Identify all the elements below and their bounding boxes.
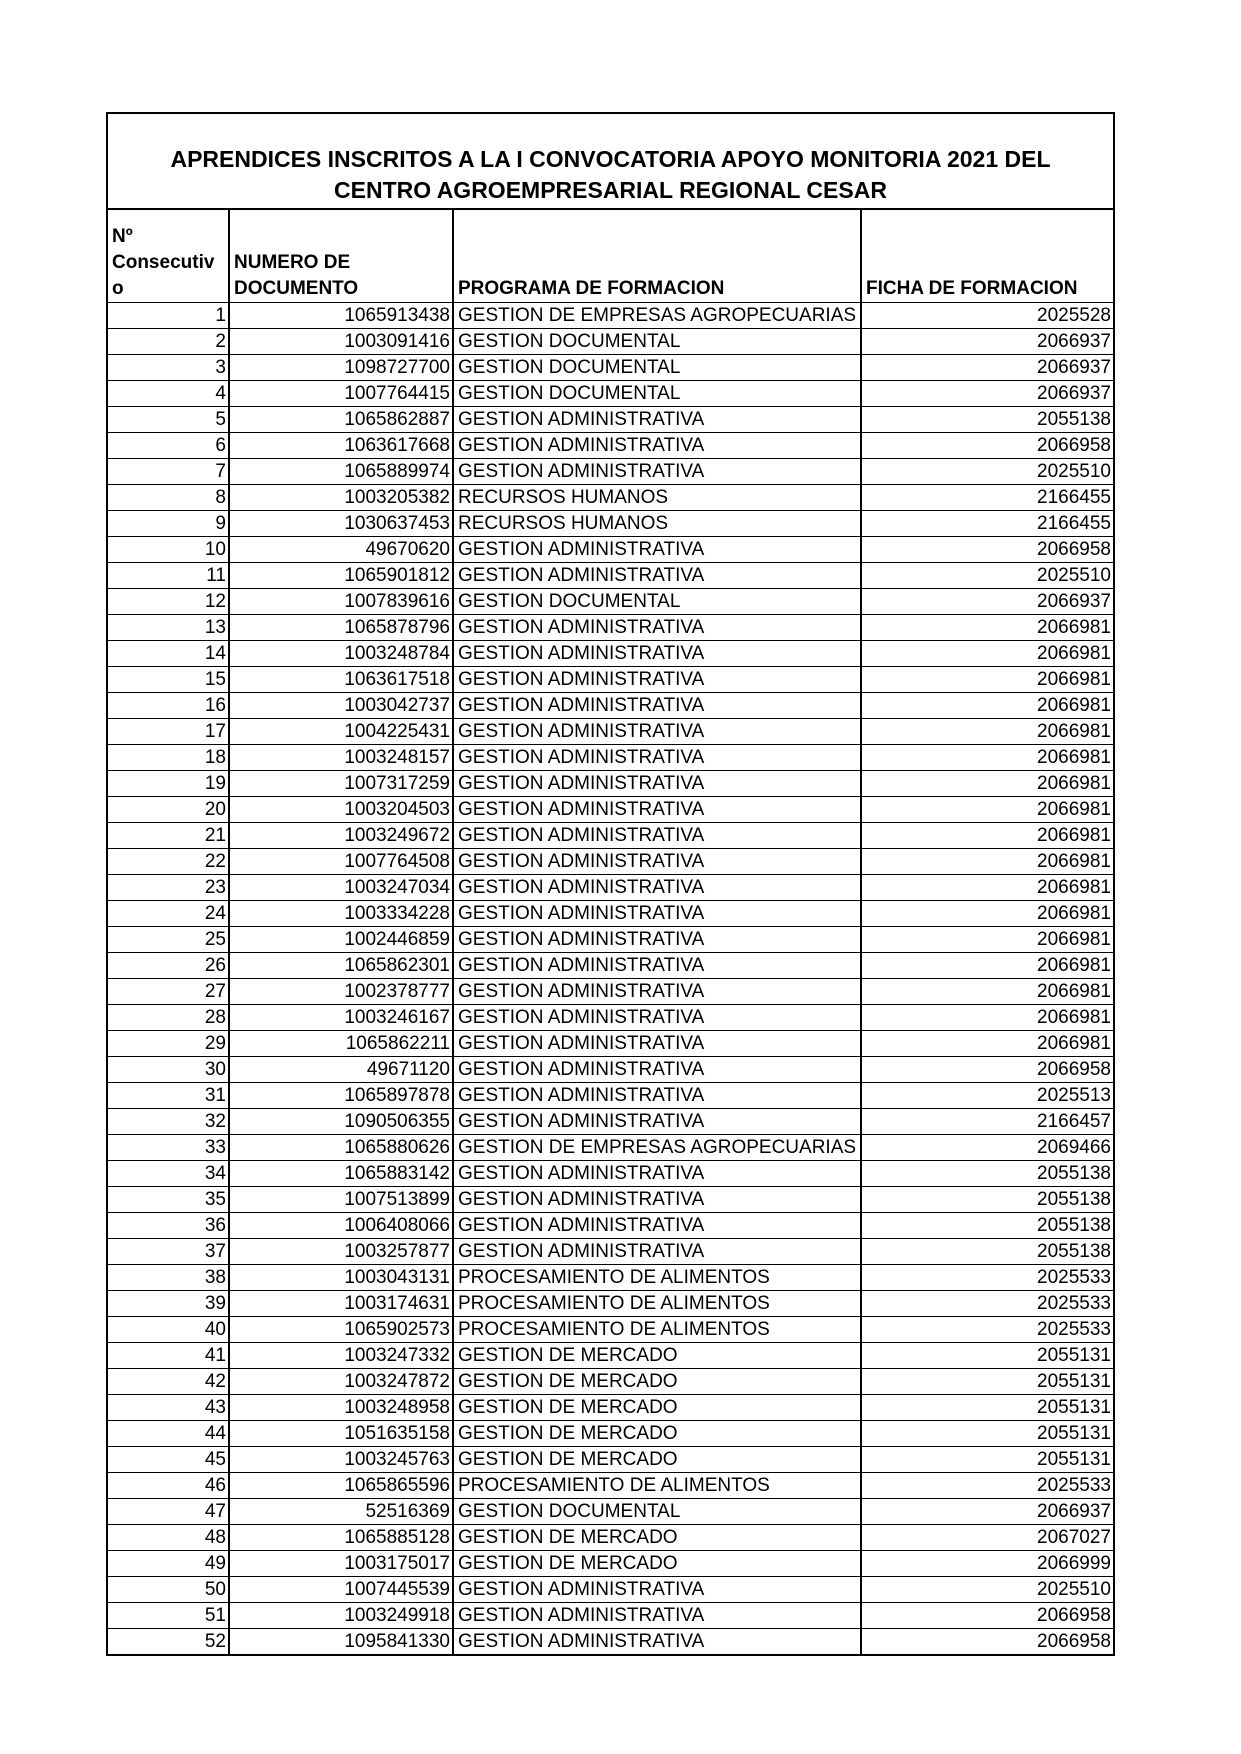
cell-ficha: 2055138 bbox=[861, 1213, 1113, 1239]
cell-programa: GESTION ADMINISTRATIVA bbox=[453, 1109, 861, 1135]
cell-programa: GESTION ADMINISTRATIVA bbox=[453, 979, 861, 1005]
table-row bbox=[108, 303, 1113, 329]
cell-consecutivo: 26 bbox=[108, 953, 229, 979]
cell-documento: 1003204503 bbox=[229, 797, 453, 823]
cell-programa: GESTION ADMINISTRATIVA bbox=[453, 1577, 861, 1603]
cell-programa: GESTION ADMINISTRATIVA bbox=[453, 1213, 861, 1239]
cell-documento: 1003248784 bbox=[229, 641, 453, 667]
cell-programa: GESTION DE MERCADO bbox=[453, 1551, 861, 1577]
cell-consecutivo: 25 bbox=[108, 927, 229, 953]
table-row bbox=[108, 355, 1113, 381]
cell-documento: 1003334228 bbox=[229, 901, 453, 927]
cell-documento: 1003174631 bbox=[229, 1291, 453, 1317]
cell-ficha: 2066999 bbox=[861, 1551, 1113, 1577]
cell-consecutivo: 19 bbox=[108, 771, 229, 797]
table-row bbox=[108, 1317, 1113, 1343]
table-row bbox=[108, 511, 1113, 537]
header-documento bbox=[229, 210, 453, 303]
cell-programa: GESTION DE MERCADO bbox=[453, 1343, 861, 1369]
cell-consecutivo: 8 bbox=[108, 485, 229, 511]
cell-programa: PROCESAMIENTO DE ALIMENTOS bbox=[453, 1265, 861, 1291]
cell-consecutivo: 20 bbox=[108, 797, 229, 823]
cell-consecutivo: 34 bbox=[108, 1161, 229, 1187]
cell-programa: GESTION DE MERCADO bbox=[453, 1395, 861, 1421]
cell-ficha: 2066958 bbox=[861, 1057, 1113, 1083]
cell-ficha: 2055138 bbox=[861, 1239, 1113, 1265]
header-ficha bbox=[861, 210, 1113, 303]
cell-ficha: 2025510 bbox=[861, 459, 1113, 485]
cell-consecutivo: 11 bbox=[108, 563, 229, 589]
table-row bbox=[108, 1343, 1113, 1369]
cell-ficha: 2066981 bbox=[861, 979, 1113, 1005]
cell-programa: GESTION ADMINISTRATIVA bbox=[453, 1629, 861, 1655]
table-row bbox=[108, 433, 1113, 459]
header-row bbox=[108, 210, 1113, 303]
cell-consecutivo: 41 bbox=[108, 1343, 229, 1369]
cell-programa: GESTION DE MERCADO bbox=[453, 1421, 861, 1447]
cell-documento: 1098727700 bbox=[229, 355, 453, 381]
table-row bbox=[108, 1499, 1113, 1525]
cell-consecutivo: 14 bbox=[108, 641, 229, 667]
table-row bbox=[108, 849, 1113, 875]
cell-ficha: 2055131 bbox=[861, 1447, 1113, 1473]
cell-consecutivo: 9 bbox=[108, 511, 229, 537]
table-row bbox=[108, 901, 1113, 927]
cell-documento: 1007317259 bbox=[229, 771, 453, 797]
table-row bbox=[108, 615, 1113, 641]
cell-documento: 1065880626 bbox=[229, 1135, 453, 1161]
title-line-2: CENTRO AGROEMPRESARIAL REGIONAL CESAR bbox=[334, 177, 887, 203]
cell-ficha: 2066958 bbox=[861, 433, 1113, 459]
cell-consecutivo: 24 bbox=[108, 901, 229, 927]
cell-ficha: 2066981 bbox=[861, 797, 1113, 823]
cell-programa: GESTION ADMINISTRATIVA bbox=[453, 1083, 861, 1109]
cell-consecutivo: 37 bbox=[108, 1239, 229, 1265]
cell-programa: GESTION ADMINISTRATIVA bbox=[453, 823, 861, 849]
table-row bbox=[108, 927, 1113, 953]
cell-consecutivo: 5 bbox=[108, 407, 229, 433]
cell-documento: 1065889974 bbox=[229, 459, 453, 485]
cell-ficha: 2055138 bbox=[861, 407, 1113, 433]
cell-consecutivo: 15 bbox=[108, 667, 229, 693]
table-row bbox=[108, 1109, 1113, 1135]
cell-consecutivo: 18 bbox=[108, 745, 229, 771]
cell-consecutivo: 27 bbox=[108, 979, 229, 1005]
cell-consecutivo: 39 bbox=[108, 1291, 229, 1317]
cell-documento: 1003246167 bbox=[229, 1005, 453, 1031]
cell-documento: 1002378777 bbox=[229, 979, 453, 1005]
cell-programa: PROCESAMIENTO DE ALIMENTOS bbox=[453, 1317, 861, 1343]
cell-documento: 1065902573 bbox=[229, 1317, 453, 1343]
header-consecutivo-line-2: Consecutiv bbox=[112, 252, 215, 273]
cell-ficha: 2066958 bbox=[861, 1603, 1113, 1629]
cell-consecutivo: 10 bbox=[108, 537, 229, 563]
document-title bbox=[108, 114, 1113, 210]
cell-programa: GESTION ADMINISTRATIVA bbox=[453, 641, 861, 667]
cell-programa: GESTION DOCUMENTAL bbox=[453, 329, 861, 355]
cell-documento: 49670620 bbox=[229, 537, 453, 563]
cell-programa: GESTION ADMINISTRATIVA bbox=[453, 407, 861, 433]
table-row bbox=[108, 745, 1113, 771]
cell-consecutivo: 43 bbox=[108, 1395, 229, 1421]
cell-documento: 1065883142 bbox=[229, 1161, 453, 1187]
cell-ficha: 2066937 bbox=[861, 1499, 1113, 1525]
cell-programa: GESTION DOCUMENTAL bbox=[453, 355, 861, 381]
cell-ficha: 2025533 bbox=[861, 1265, 1113, 1291]
cell-ficha: 2066981 bbox=[861, 615, 1113, 641]
table-row bbox=[108, 563, 1113, 589]
cell-documento: 1003247872 bbox=[229, 1369, 453, 1395]
cell-programa: GESTION ADMINISTRATIVA bbox=[453, 693, 861, 719]
cell-documento: 1003248157 bbox=[229, 745, 453, 771]
cell-documento: 1003247034 bbox=[229, 875, 453, 901]
table-row bbox=[108, 1577, 1113, 1603]
header-consecutivo-line-3: o bbox=[112, 278, 124, 299]
table-row bbox=[108, 589, 1113, 615]
cell-consecutivo: 30 bbox=[108, 1057, 229, 1083]
cell-documento: 1007839616 bbox=[229, 589, 453, 615]
cell-consecutivo: 2 bbox=[108, 329, 229, 355]
cell-programa: GESTION ADMINISTRATIVA bbox=[453, 1005, 861, 1031]
cell-programa: GESTION ADMINISTRATIVA bbox=[453, 563, 861, 589]
cell-consecutivo: 36 bbox=[108, 1213, 229, 1239]
cell-ficha: 2066958 bbox=[861, 537, 1113, 563]
table-row bbox=[108, 1031, 1113, 1057]
table-row bbox=[108, 979, 1113, 1005]
cell-programa: GESTION ADMINISTRATIVA bbox=[453, 615, 861, 641]
cell-programa: GESTION ADMINISTRATIVA bbox=[453, 1187, 861, 1213]
cell-consecutivo: 49 bbox=[108, 1551, 229, 1577]
cell-programa: GESTION DE EMPRESAS AGROPECUARIAS bbox=[453, 303, 861, 329]
cell-documento: 1095841330 bbox=[229, 1629, 453, 1655]
cell-ficha: 2066981 bbox=[861, 823, 1113, 849]
table-row bbox=[108, 485, 1113, 511]
table-row bbox=[108, 407, 1113, 433]
cell-documento: 1002446859 bbox=[229, 927, 453, 953]
cell-consecutivo: 16 bbox=[108, 693, 229, 719]
table-row bbox=[108, 1291, 1113, 1317]
cell-programa: RECURSOS HUMANOS bbox=[453, 511, 861, 537]
cell-programa: PROCESAMIENTO DE ALIMENTOS bbox=[453, 1473, 861, 1499]
cell-documento: 1065862211 bbox=[229, 1031, 453, 1057]
table-row bbox=[108, 329, 1113, 355]
cell-documento: 1003175017 bbox=[229, 1551, 453, 1577]
cell-documento: 1063617668 bbox=[229, 433, 453, 459]
cell-consecutivo: 28 bbox=[108, 1005, 229, 1031]
table-row bbox=[108, 1239, 1113, 1265]
table-row bbox=[108, 719, 1113, 745]
table-row bbox=[108, 771, 1113, 797]
cell-consecutivo: 21 bbox=[108, 823, 229, 849]
cell-documento: 1003249918 bbox=[229, 1603, 453, 1629]
table-row bbox=[108, 1421, 1113, 1447]
cell-ficha: 2055131 bbox=[861, 1395, 1113, 1421]
cell-ficha: 2166455 bbox=[861, 511, 1113, 537]
header-consecutivo bbox=[108, 210, 229, 303]
cell-programa: GESTION ADMINISTRATIVA bbox=[453, 1603, 861, 1629]
cell-ficha: 2066981 bbox=[861, 667, 1113, 693]
cell-programa: GESTION ADMINISTRATIVA bbox=[453, 1161, 861, 1187]
cell-ficha: 2025533 bbox=[861, 1291, 1113, 1317]
cell-documento: 1007445539 bbox=[229, 1577, 453, 1603]
cell-documento: 49671120 bbox=[229, 1057, 453, 1083]
table-row bbox=[108, 693, 1113, 719]
header-ficha-label: FICHA DE FORMACION bbox=[866, 278, 1078, 299]
cell-consecutivo: 12 bbox=[108, 589, 229, 615]
cell-ficha: 2066981 bbox=[861, 927, 1113, 953]
table-row bbox=[108, 1135, 1113, 1161]
cell-programa: RECURSOS HUMANOS bbox=[453, 485, 861, 511]
cell-consecutivo: 6 bbox=[108, 433, 229, 459]
cell-ficha: 2066937 bbox=[861, 589, 1113, 615]
table-row bbox=[108, 1083, 1113, 1109]
cell-ficha: 2055131 bbox=[861, 1421, 1113, 1447]
table-row bbox=[108, 953, 1113, 979]
cell-programa: GESTION ADMINISTRATIVA bbox=[453, 667, 861, 693]
cell-programa: GESTION ADMINISTRATIVA bbox=[453, 1057, 861, 1083]
cell-consecutivo: 48 bbox=[108, 1525, 229, 1551]
cell-programa: GESTION ADMINISTRATIVA bbox=[453, 849, 861, 875]
table-row bbox=[108, 1525, 1113, 1551]
cell-programa: GESTION DE MERCADO bbox=[453, 1369, 861, 1395]
cell-documento: 1065862887 bbox=[229, 407, 453, 433]
cell-consecutivo: 44 bbox=[108, 1421, 229, 1447]
table-row bbox=[108, 1187, 1113, 1213]
cell-programa: GESTION ADMINISTRATIVA bbox=[453, 771, 861, 797]
table-row bbox=[108, 875, 1113, 901]
cell-documento: 1003257877 bbox=[229, 1239, 453, 1265]
table-row bbox=[108, 381, 1113, 407]
cell-documento: 1003247332 bbox=[229, 1343, 453, 1369]
table-row bbox=[108, 537, 1113, 563]
table-row bbox=[108, 1265, 1113, 1291]
cell-ficha: 2055131 bbox=[861, 1343, 1113, 1369]
cell-ficha: 2066981 bbox=[861, 849, 1113, 875]
cell-consecutivo: 45 bbox=[108, 1447, 229, 1473]
table-row bbox=[108, 823, 1113, 849]
spreadsheet-table bbox=[106, 112, 1115, 1656]
cell-programa: GESTION ADMINISTRATIVA bbox=[453, 1031, 861, 1057]
table-row bbox=[108, 1213, 1113, 1239]
cell-ficha: 2025513 bbox=[861, 1083, 1113, 1109]
cell-ficha: 2066937 bbox=[861, 381, 1113, 407]
cell-ficha: 2069466 bbox=[861, 1135, 1113, 1161]
cell-documento: 1006408066 bbox=[229, 1213, 453, 1239]
cell-consecutivo: 52 bbox=[204, 1631, 226, 1652]
cell-consecutivo: 33 bbox=[108, 1135, 229, 1161]
header-documento-line-1: NUMERO DE bbox=[234, 252, 351, 273]
cell-documento: 1065897878 bbox=[229, 1083, 453, 1109]
cell-ficha: 2066958 bbox=[861, 1629, 1113, 1655]
cell-consecutivo: 22 bbox=[108, 849, 229, 875]
header-programa-label: PROGRAMA DE FORMACION bbox=[458, 278, 725, 299]
cell-ficha: 2025528 bbox=[861, 303, 1113, 329]
cell-consecutivo: 13 bbox=[108, 615, 229, 641]
cell-documento: 1065878796 bbox=[229, 615, 453, 641]
table-row bbox=[108, 1629, 1113, 1655]
table-row bbox=[108, 459, 1113, 485]
cell-consecutivo: 42 bbox=[108, 1369, 229, 1395]
cell-ficha: 2166457 bbox=[861, 1109, 1113, 1135]
cell-ficha: 2066981 bbox=[861, 745, 1113, 771]
header-consecutivo-line-1: Nº bbox=[112, 226, 133, 247]
cell-ficha: 2067027 bbox=[861, 1525, 1113, 1551]
cell-documento: 1065913438 bbox=[229, 303, 453, 329]
cell-documento: 1007513899 bbox=[229, 1187, 453, 1213]
cell-programa: GESTION DOCUMENTAL bbox=[453, 381, 861, 407]
cell-programa: GESTION ADMINISTRATIVA bbox=[453, 433, 861, 459]
cell-documento: 1090506355 bbox=[229, 1109, 453, 1135]
header-programa bbox=[453, 210, 861, 303]
cell-programa: GESTION DOCUMENTAL bbox=[453, 589, 861, 615]
cell-ficha: 2025533 bbox=[861, 1317, 1113, 1343]
header-documento-line-2: DOCUMENTO bbox=[234, 278, 359, 299]
cell-consecutivo: 17 bbox=[108, 719, 229, 745]
table-row bbox=[108, 797, 1113, 823]
cell-ficha: 2055138 bbox=[861, 1161, 1113, 1187]
cell-programa: PROCESAMIENTO DE ALIMENTOS bbox=[453, 1291, 861, 1317]
cell-ficha: 2066981 bbox=[861, 1031, 1113, 1057]
cell-consecutivo: 1 bbox=[108, 303, 229, 329]
cell-documento: 1063617518 bbox=[229, 667, 453, 693]
cell-programa: GESTION DE MERCADO bbox=[453, 1525, 861, 1551]
cell-documento: 1003043131 bbox=[229, 1265, 453, 1291]
cell-programa: GESTION ADMINISTRATIVA bbox=[453, 953, 861, 979]
cell-programa: GESTION DE MERCADO bbox=[453, 1447, 861, 1473]
cell-documento: 1003248958 bbox=[229, 1395, 453, 1421]
cell-consecutivo: 35 bbox=[108, 1187, 229, 1213]
apprentices-table bbox=[108, 210, 1113, 1654]
cell-programa: GESTION DOCUMENTAL bbox=[453, 1499, 861, 1525]
table-row bbox=[108, 641, 1113, 667]
table-row bbox=[108, 667, 1113, 693]
cell-documento: 1003245763 bbox=[229, 1447, 453, 1473]
table-row bbox=[108, 1161, 1113, 1187]
cell-documento: 1030637453 bbox=[229, 511, 453, 537]
cell-ficha: 2066981 bbox=[861, 693, 1113, 719]
cell-documento: 52516369 bbox=[229, 1499, 453, 1525]
cell-documento: 1003249672 bbox=[229, 823, 453, 849]
cell-documento: 1007764415 bbox=[229, 381, 453, 407]
cell-ficha: 2055131 bbox=[861, 1369, 1113, 1395]
cell-documento: 1065865596 bbox=[229, 1473, 453, 1499]
cell-ficha: 2066981 bbox=[861, 719, 1113, 745]
table-row bbox=[108, 1369, 1113, 1395]
cell-consecutivo: 40 bbox=[108, 1317, 229, 1343]
cell-ficha: 2066981 bbox=[861, 953, 1113, 979]
cell-programa: GESTION ADMINISTRATIVA bbox=[453, 459, 861, 485]
cell-programa: GESTION ADMINISTRATIVA bbox=[453, 537, 861, 563]
cell-consecutivo: 47 bbox=[108, 1499, 229, 1525]
table-row bbox=[108, 1551, 1113, 1577]
table-row bbox=[108, 1473, 1113, 1499]
cell-ficha: 2025533 bbox=[861, 1473, 1113, 1499]
cell-consecutivo: 23 bbox=[108, 875, 229, 901]
table-row bbox=[108, 1447, 1113, 1473]
cell-ficha: 2066981 bbox=[861, 641, 1113, 667]
cell-consecutivo: 46 bbox=[108, 1473, 229, 1499]
cell-programa: GESTION ADMINISTRATIVA bbox=[453, 901, 861, 927]
cell-consecutivo: 7 bbox=[108, 459, 229, 485]
cell-consecutivo: 3 bbox=[108, 355, 229, 381]
cell-ficha: 2066981 bbox=[861, 901, 1113, 927]
title-line-1: APRENDICES INSCRITOS A LA I CONVOCATORIA APOYO MONITORIA 2021 DEL bbox=[170, 146, 1051, 172]
cell-programa: GESTION ADMINISTRATIVA bbox=[453, 745, 861, 771]
cell-ficha: 2066981 bbox=[861, 875, 1113, 901]
table-row bbox=[108, 1395, 1113, 1421]
cell-documento: 1051635158 bbox=[229, 1421, 453, 1447]
cell-documento: 1004225431 bbox=[229, 719, 453, 745]
cell-programa: GESTION ADMINISTRATIVA bbox=[453, 1239, 861, 1265]
cell-ficha: 2066981 bbox=[861, 771, 1113, 797]
cell-consecutivo: 29 bbox=[108, 1031, 229, 1057]
cell-consecutivo: 51 bbox=[108, 1603, 229, 1629]
cell-programa: GESTION DE EMPRESAS AGROPECUARIAS bbox=[453, 1135, 861, 1161]
cell-consecutivo: 31 bbox=[108, 1083, 229, 1109]
cell-ficha: 2066937 bbox=[861, 355, 1113, 381]
cell-documento: 1003205382 bbox=[229, 485, 453, 511]
cell-documento: 1065901812 bbox=[229, 563, 453, 589]
cell-programa: GESTION ADMINISTRATIVA bbox=[453, 719, 861, 745]
table-row bbox=[108, 1057, 1113, 1083]
cell-documento: 1003042737 bbox=[229, 693, 453, 719]
cell-programa: GESTION ADMINISTRATIVA bbox=[453, 927, 861, 953]
cell-documento: 1065885128 bbox=[229, 1525, 453, 1551]
cell-ficha: 2066937 bbox=[861, 329, 1113, 355]
table-row bbox=[108, 1603, 1113, 1629]
cell-documento: 1065862301 bbox=[229, 953, 453, 979]
cell-programa: GESTION ADMINISTRATIVA bbox=[453, 797, 861, 823]
cell-consecutivo: 38 bbox=[108, 1265, 229, 1291]
cell-documento: 1007764508 bbox=[229, 849, 453, 875]
cell-ficha: 2166455 bbox=[861, 485, 1113, 511]
cell-ficha: 2055138 bbox=[861, 1187, 1113, 1213]
table-row bbox=[108, 1005, 1113, 1031]
cell-documento: 1003091416 bbox=[229, 329, 453, 355]
cell-ficha: 2025510 bbox=[861, 563, 1113, 589]
cell-programa: GESTION ADMINISTRATIVA bbox=[453, 875, 861, 901]
cell-consecutivo: 50 bbox=[108, 1577, 229, 1603]
cell-ficha: 2066981 bbox=[861, 1005, 1113, 1031]
cell-consecutivo: 32 bbox=[108, 1109, 229, 1135]
cell-consecutivo: 4 bbox=[108, 381, 229, 407]
cell-ficha: 2025510 bbox=[861, 1577, 1113, 1603]
